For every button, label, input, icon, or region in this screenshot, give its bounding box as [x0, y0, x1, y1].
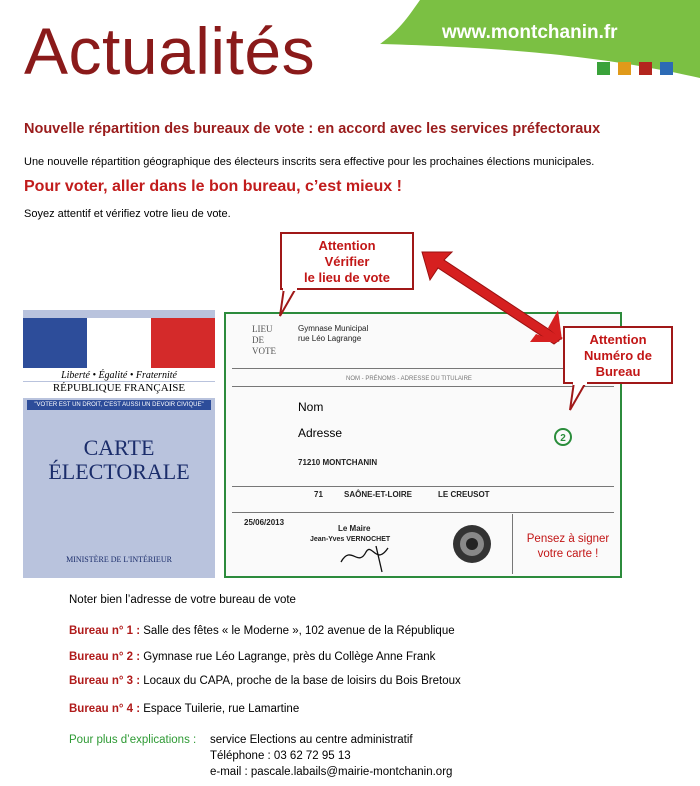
divider	[232, 486, 614, 487]
callout-line: Vérifier	[324, 254, 370, 269]
callout-line: le lieu de vote	[304, 270, 390, 285]
holder-name: Nom	[298, 400, 324, 414]
holder-city: 71210 MONTCHANIN	[298, 458, 378, 467]
double-arrow-icon	[410, 240, 570, 350]
callout-line: Attention	[318, 238, 376, 253]
article-intro: Une nouvelle répartition géographique des électeurs inscrits sera effective pour les prochaines élections municipales.	[24, 156, 595, 168]
article-emphasis: Pour voter, aller dans le bon bureau, c’est mieux !	[24, 178, 402, 195]
bureau-address: Espace Tuilerie, rue Lamartine	[140, 703, 300, 715]
bureau-label: Bureau n° 2 :	[69, 651, 141, 663]
color-square-red	[639, 62, 652, 75]
bureau-address: Gymnase rue Léo Lagrange, près du Collège Anne Frank	[140, 651, 436, 663]
color-square-orange	[618, 62, 631, 75]
callout-verify-location	[280, 232, 414, 290]
bureau-address: Salle des fêtes « le Moderne », 102 avenue de la République	[140, 625, 455, 637]
card-title-line1: CARTE	[83, 435, 155, 460]
ministry-label: MINISTÈRE DE L'INTÉRIEUR	[66, 555, 172, 564]
website-link[interactable]: www.montchanin.fr	[442, 22, 618, 43]
place-line-1: Gymnase Municipal	[298, 324, 369, 333]
flag-band	[23, 318, 215, 368]
contact-label: Pour plus d’explications :	[69, 734, 197, 746]
bureau-number-badge: 2	[554, 428, 572, 446]
bureau-address: Locaux du CAPA, proche de la base de loisirs du Bois Bretoux	[140, 675, 461, 687]
bureau-item	[69, 703, 299, 715]
mayor-name: Jean-Yves VERNOCHET	[310, 536, 391, 543]
color-square-blue	[660, 62, 673, 75]
town-seal	[450, 522, 494, 566]
dept-code: 71	[314, 490, 323, 499]
contact-phone: Téléphone : 03 62 72 95 13	[210, 750, 351, 762]
holder-address: Adresse	[298, 426, 343, 440]
divider	[512, 514, 513, 574]
contact-email[interactable]: e-mail : pascale.labails@mairie-montchanin.org	[210, 766, 453, 778]
callout-tail	[278, 288, 302, 318]
article-advice: Soyez attentif et vérifiez votre lieu de vote.	[24, 208, 231, 220]
card-title	[23, 436, 215, 484]
divider	[232, 368, 614, 369]
mayor-title: Le Maire	[338, 524, 371, 533]
bureau-item	[69, 625, 455, 637]
callout-line: Attention	[589, 332, 647, 347]
article-headline: Nouvelle répartition des bureaux de vote : en accord avec les services préfectoraux	[24, 121, 601, 137]
dept-name: SAÔNE-ET-LOIRE	[344, 490, 413, 499]
sign-line: votre carte !	[537, 548, 599, 560]
mayor-signature	[336, 538, 406, 574]
card-title-line2: ÉLECTORALE	[48, 459, 190, 485]
bureau-label: Bureau n° 3 :	[69, 675, 141, 687]
contact-service: service Elections au centre administratif	[210, 734, 413, 746]
callout-line: Numéro de	[584, 348, 652, 363]
callout-line: Bureau	[595, 364, 641, 379]
callout-bureau-number	[563, 326, 673, 384]
page-title: Actualités	[24, 14, 316, 88]
divider	[232, 386, 614, 387]
color-square-green	[597, 62, 610, 75]
place-line-2: rue Léo Lagrange	[298, 334, 362, 343]
divider	[232, 512, 614, 513]
bureau-label: Bureau n° 4 :	[69, 703, 141, 715]
republic-name: RÉPUBLIQUE FRANÇAISE	[23, 382, 215, 398]
voter-card-front	[23, 310, 215, 578]
bureau-item	[69, 651, 435, 663]
bureaux-intro: Noter bien l’adresse de votre bureau de vote	[69, 594, 296, 606]
canton-name: LE CREUSOT	[438, 490, 490, 499]
issue-date: 25/06/2013	[244, 518, 285, 527]
sign-line: Pensez à signer	[526, 533, 610, 545]
lieu-de-vote-label: LIEU DE VOTE	[252, 324, 276, 356]
civic-duty-banner: "VOTER EST UN DROIT, C'EST AUSSI UN DEVOIR CIVIQUE"	[27, 400, 211, 410]
holder-header: NOM - PRÉNOMS - ADRESSE DU TITULAIRE	[346, 376, 472, 382]
republic-motto: Liberté • Égalité • Fraternité	[23, 368, 215, 381]
bureau-item	[69, 675, 461, 687]
sign-reminder	[520, 532, 616, 562]
bureau-label: Bureau n° 1 :	[69, 625, 141, 637]
callout-tail	[566, 382, 590, 412]
